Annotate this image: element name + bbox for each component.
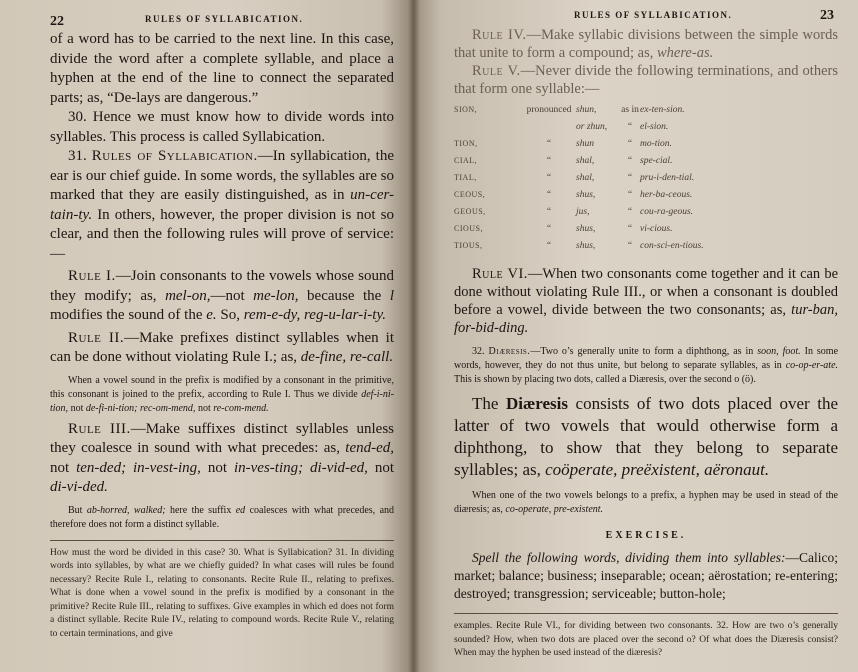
sound-cell: or zhun, (576, 122, 608, 132)
sound-cell: shal, (576, 173, 595, 183)
rule-5-text: —Never divide the following terminations, and others that form one syllable:— (454, 63, 838, 97)
right-running-title: RULES OF SYLLABICATION. (574, 10, 733, 20)
paragraph-31-number: 31. (68, 148, 87, 164)
paragraph-32-text: —Two o’s generally unite to form a diphthong, as in (530, 346, 754, 357)
rule-2-note-example: re-com-mend. (213, 402, 269, 414)
as-in-cell: “ (627, 241, 633, 251)
paragraph-32-example: co-op-er-ate. (785, 360, 839, 371)
as-in-cell: “ (627, 139, 633, 149)
rule-3-example: in-ves-ting; di-vid-ed, (233, 459, 368, 476)
rule-3-note-text: here the suffix (169, 504, 232, 516)
rule-2-note-text: When a vowel sound in the prefix is modified by a consonant in the primitive, this consonant is joined to the prefix, according to Rule I. Thus we divide (50, 374, 394, 400)
rule-3-note (50, 504, 394, 532)
pronunciation-cell: “ (546, 173, 552, 183)
pronunciation-cell: “ (546, 156, 552, 166)
continuation-text: of a word has to be carried to the next line. In this case, divide the word after a complete syllable, and place a hyphen at the end of the line to connect the separated parts; as, (50, 31, 394, 106)
paragraph-32-number: 32. (472, 346, 485, 357)
example-cell: pru-i-den-tial. (640, 173, 695, 183)
rule-6-text: —When two consonants come together and it can be done without violating Rule III., or when a consonant is doubled before a vowel, divide between the two consonants; as, (454, 266, 839, 318)
pronunciation-cell: “ (546, 139, 552, 149)
left-running-title: RULES OF SYLLABICATION. (145, 14, 304, 24)
example-cell: spe-cial. (640, 156, 673, 166)
example-cell: con-sci-en-tious. (640, 241, 704, 251)
pronunciation-cell: pronounced (526, 105, 572, 115)
as-in-cell: “ (627, 156, 633, 166)
diaeresis-text: The (472, 394, 499, 413)
paragraph-32-example: soon, foot. (757, 346, 801, 357)
rule-3-text: —Make suffixes distinct syllables unless they coalesce in sound with what precedes: as, (50, 420, 395, 456)
left-footnotes: How must the word be divided in this case? 30. What is Syllabication? 31. In dividing words into syllables, by what are we chiefly guided? In what cases will rules be found necessary? Recite Rule I., relating to consonants. Recite Rule II., relating to prefixes. What is done when a vowel sound in the prefix is modified by a consonant in the primitive? Recite Rule III., relating to suffixes. Give examples in which ed does not form a distinct syllable. Recite Rule IV., relating to compound words. Recite Rule V., relating to certain terminations, and give (50, 547, 394, 639)
as-in-cell: as in (621, 105, 639, 115)
example-cell: vi-cious. (640, 224, 673, 234)
pronunciation-cell (522, 121, 576, 138)
right-body-text-2 (454, 265, 838, 603)
rule-5 (454, 62, 838, 98)
as-in-cell: “ (627, 224, 633, 234)
termination-cell: TIOUS, (454, 241, 483, 250)
rule-2-text: —Make prefixes distinct syllables when it can be done without violating Rule I.; as, (50, 329, 394, 365)
rule-1-example: mel-on, (165, 287, 211, 304)
diaeresis-text: consists of two dots placed over the latter of two vowels that would otherwise form a diphthong, to show that they belong to separate syllables; as, (454, 394, 838, 479)
rule-3-note-text: But (68, 504, 83, 516)
termination-cell: SION, (454, 105, 478, 114)
termination-row (454, 172, 754, 189)
rule-2-note (50, 374, 394, 416)
rule-6-label: Rule VI. (472, 266, 528, 282)
rule-1-example: l (389, 287, 395, 304)
exercise-heading: EXERCISE. (605, 530, 687, 541)
rule-3-text: not (374, 459, 395, 476)
example-cell: her-ba-ceous. (640, 190, 693, 200)
paragraph-32-text: This is shown by placing two dots, called a Diæresis, over the second o (ö). (454, 374, 756, 385)
termination-cell: GEOUS, (454, 207, 486, 216)
rule-3-example: ten-ded; in-vest-ing, (76, 459, 201, 476)
as-in-cell: “ (627, 190, 633, 200)
rule-1-example: rem-e-dy, reg-u-lar-i-ty. (243, 307, 387, 323)
termination-row (454, 121, 754, 138)
rule-2-note-example: de-fi-ni-tion; rec-om-mend, (85, 402, 196, 414)
pronunciation-cell: “ (546, 241, 552, 251)
rule-3 (50, 420, 394, 498)
right-footnotes: examples. Recite Rule VI., for dividing between two consonants. 32. How are two o’s generally sounded? How, when two dots are placed over the second o? Of what does the Diæresis consist? When may the hyphen be used instead of the diæresis? (454, 621, 838, 658)
terminations-table (454, 104, 754, 257)
rule-1-example: me-lon, (253, 287, 299, 304)
right-running-head (454, 8, 838, 26)
rule-2-note-example: def-i-ni-tion, (50, 388, 394, 414)
paragraph-31 (50, 147, 394, 264)
as-in-cell: “ (627, 173, 633, 183)
rule-1-example: e. (206, 307, 217, 323)
right-page-number: 23 (820, 8, 834, 23)
rule-3-text: not (207, 459, 228, 476)
left-footnote-divider (50, 540, 394, 541)
pronunciation-cell: “ (546, 207, 552, 217)
continuation-quote: “De-lays are dangerous.” (107, 89, 259, 106)
rule-4-text: —Make syllabic divisions between the simple words that unite to form a compound; as, (454, 27, 838, 61)
rule-5-label: Rule V. (472, 63, 521, 79)
rule-3-label: Rule III. (68, 420, 131, 437)
termination-row (454, 138, 754, 155)
termination-cell (454, 121, 522, 138)
rule-1-label: Rule I. (68, 268, 116, 284)
rule-3-text: not (50, 459, 70, 476)
rule-1-text: because the (307, 287, 382, 304)
rule-2 (50, 329, 394, 368)
hyphen-note-text: When one of the two vowels belongs to a prefix, a hyphen may be used in stead of the diæresis; as, (454, 490, 838, 515)
diaeresis-term: Diæresis (505, 394, 568, 413)
rule-1-text: —not (210, 287, 245, 304)
rule-1-text: So, (220, 307, 240, 323)
termination-row (454, 206, 754, 223)
example-cell: cou-ra-geous. (640, 207, 694, 217)
sound-cell: shun, (576, 105, 597, 115)
left-page (0, 0, 414, 672)
hyphen-note (454, 489, 838, 517)
paragraph-30: 30. Hence we must know how to divide words into syllables. This process is called Syllabication. (50, 109, 394, 145)
paragraph-31-example: un-cer-tain-ty. (50, 187, 395, 223)
rule-2-note-text: not (70, 402, 84, 414)
left-page-number: 22 (50, 14, 64, 29)
paragraph-31-text-cont: In others, however, the proper division is not so clear, and then the following rules will prove of service:— (50, 206, 394, 262)
example-cell: mo-tion. (640, 139, 672, 149)
rule-1-text: modifies the sound of the (50, 307, 203, 323)
exercise-words: —Calico; market; balance; business; inseparable; ocean; aërostation; re-entering; destroyed; transgression; serviceable; button-hole; (454, 550, 838, 601)
rule-4-label: Rule IV. (472, 27, 527, 43)
pronunciation-cell: “ (546, 224, 552, 234)
sound-cell: shus, (576, 241, 596, 251)
left-running-head (50, 12, 394, 30)
book-gutter (408, 0, 420, 672)
right-body-text (454, 26, 838, 98)
rule-2-example: de-fine, re-call. (300, 349, 394, 365)
rule-2-label: Rule II. (68, 329, 125, 346)
termination-row (454, 104, 754, 121)
left-body-text (50, 30, 394, 532)
rule-1-text: —Join consonants to the vowels whose sound they modify; as, (50, 268, 394, 304)
termination-cell: TIAL, (454, 173, 477, 182)
termination-row (454, 155, 754, 172)
termination-cell: CEOUS, (454, 190, 486, 199)
sound-cell: shal, (576, 156, 595, 166)
rule-3-example: di-vi-ded. (50, 479, 108, 495)
exercise-instructions: Spell the following words, dividing them into syllables: (472, 550, 786, 565)
diaeresis-examples: coöperate, preëxistent, aëronaut. (545, 460, 770, 479)
termination-cell: CIOUS, (454, 224, 484, 233)
example-cell: el-sion. (640, 122, 669, 132)
sound-cell: shus, (576, 224, 596, 234)
sound-cell: jus, (576, 207, 590, 217)
termination-row (454, 189, 754, 206)
as-in-cell: “ (627, 122, 633, 132)
paragraph-31-heading: Rules of Syllabication. (91, 148, 258, 164)
rule-1 (50, 267, 394, 326)
termination-cell: TION, (454, 139, 478, 148)
rule-6 (454, 265, 838, 337)
right-page (414, 0, 858, 672)
terminations-table-body (454, 104, 754, 257)
continuation-paragraph (50, 30, 394, 108)
hyphen-note-example: co-operate, pre-existent. (505, 504, 604, 515)
rule-6-example: tur-ban, for-bid-ding. (454, 302, 839, 336)
sound-cell: shun (576, 139, 594, 149)
termination-cell: CIAL, (454, 156, 478, 165)
rule-3-example: tend-ed, (345, 440, 395, 456)
diaeresis-definition (454, 393, 838, 481)
rule-2-note-text: not (197, 402, 211, 414)
rule-3-note-example: ab-horred, walked; (86, 504, 166, 516)
rule-3-note-example: ed (235, 504, 246, 516)
rule-4-example: where-as. (656, 45, 714, 61)
right-footnote-divider (454, 613, 838, 614)
termination-row (454, 223, 754, 240)
rule-4 (454, 26, 838, 62)
paragraph-32-heading: Diæresis. (488, 346, 531, 357)
rule-3-note-text: coalesces with what precedes, and therefore does not form a distinct syllable. (50, 504, 395, 530)
exercise-body (454, 549, 838, 603)
pronunciation-cell: “ (546, 190, 552, 200)
sound-cell: shus, (576, 190, 596, 200)
termination-row (454, 240, 754, 257)
paragraph-31-text: —In syllabication, the ear is our chief guide. In some words, the syllables are so marked that they are easily distinguished, as in (50, 148, 395, 203)
paragraph-32-text: In some words, however, they do not thus unite, but belong to separate syllables, as in (454, 346, 839, 371)
as-in-cell: “ (627, 207, 633, 217)
example-cell: ex-ten-sion. (640, 105, 685, 115)
paragraph-32 (454, 345, 838, 387)
